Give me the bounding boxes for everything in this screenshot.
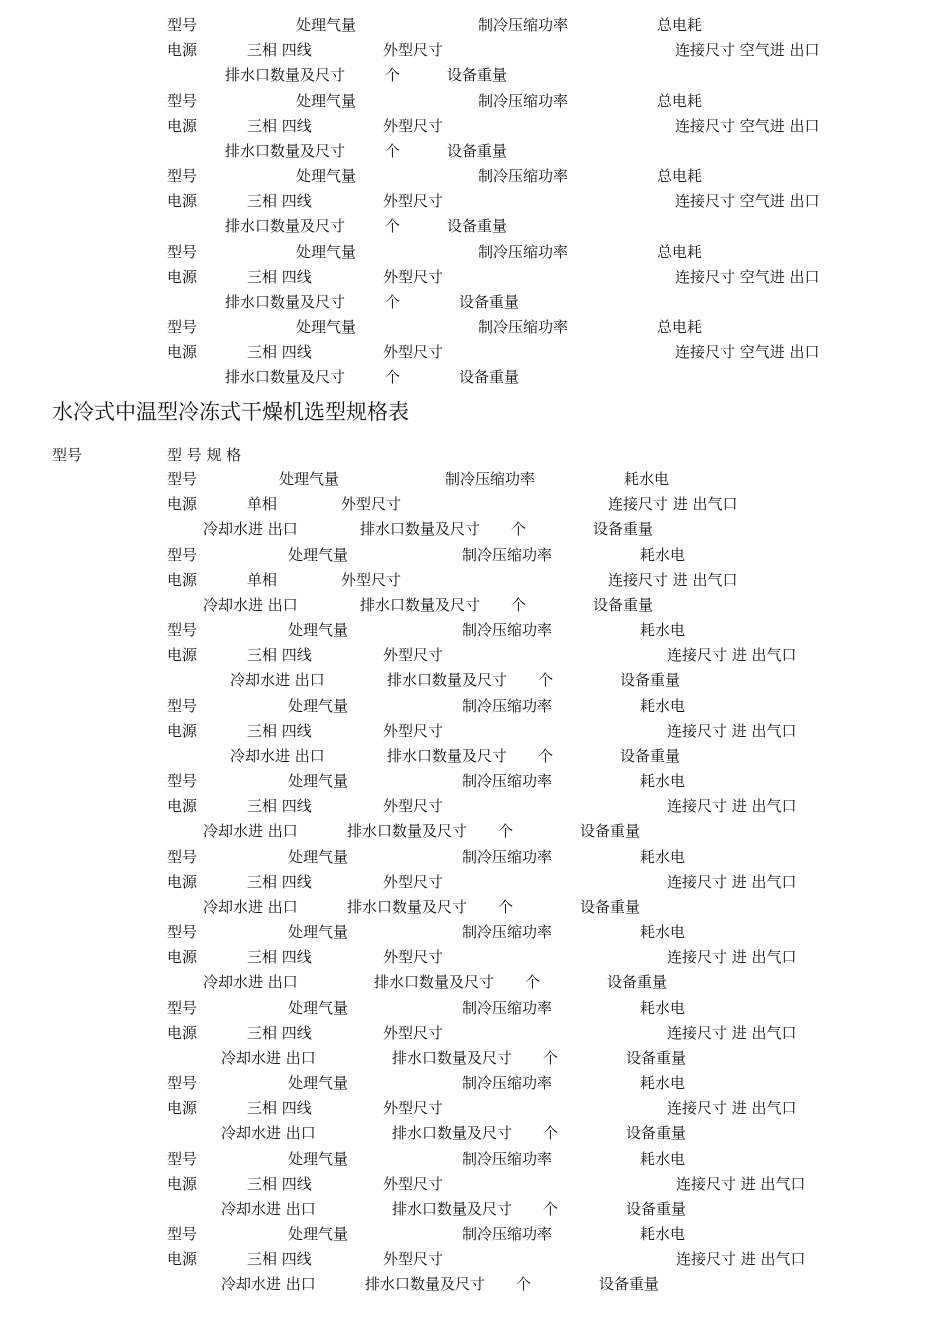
model-label: 型号	[167, 621, 198, 639]
drain-label: 排水口数量及尺寸	[392, 1049, 513, 1067]
power-supply-label: 电源	[167, 1024, 198, 1042]
three-phase-four-wire-label: 三相 四线	[247, 268, 312, 286]
power-supply-label: 电源	[167, 1175, 198, 1193]
power-supply-label: 电源	[167, 948, 198, 966]
cooling-water-label: 冷却水进 出口	[230, 671, 325, 689]
air-volume-label: 处理气量	[288, 999, 349, 1017]
drain-label: 排水口数量及尺寸	[225, 368, 346, 386]
drain-label: 排水口数量及尺寸	[347, 898, 468, 916]
water-power-label: 耗水电	[640, 923, 686, 941]
single-phase-label: 单相	[247, 571, 278, 589]
three-phase-four-wire-label: 三相 四线	[247, 1250, 312, 1268]
model-label: 型号	[167, 470, 198, 488]
weight-label: 设备重量	[593, 596, 654, 614]
air-volume-label: 处理气量	[296, 318, 357, 336]
model-label: 型号	[167, 546, 198, 564]
unit-label: 个	[385, 66, 401, 84]
weight-label: 设备重量	[447, 217, 508, 235]
model-label: 型号	[167, 923, 198, 941]
weight-label: 设备重量	[580, 898, 641, 916]
compressor-power-label: 制冷压缩功率	[462, 772, 553, 790]
three-phase-four-wire-label: 三相 四线	[247, 343, 312, 361]
dimensions-label: 外型尺寸	[383, 192, 444, 210]
connection-size-label: 连接尺寸 进 出气口	[667, 873, 797, 891]
power-supply-label: 电源	[167, 797, 198, 815]
compressor-power-label: 制冷压缩功率	[462, 1150, 553, 1168]
three-phase-four-wire-label: 三相 四线	[247, 1175, 312, 1193]
dimensions-label: 外型尺寸	[383, 1024, 444, 1042]
three-phase-four-wire-label: 三相 四线	[247, 797, 312, 815]
unit-label: 个	[543, 1200, 559, 1218]
model-label: 型号	[167, 167, 198, 185]
compressor-power-label: 制冷压缩功率	[445, 470, 536, 488]
dimensions-label: 外型尺寸	[383, 1099, 444, 1117]
total-power-label: 总电耗	[657, 318, 703, 336]
weight-label: 设备重量	[626, 1200, 687, 1218]
water-power-label: 耗水电	[624, 470, 670, 488]
three-phase-four-wire-label: 三相 四线	[247, 117, 312, 135]
model-label: 型号	[167, 772, 198, 790]
connection-size-label: 连接尺寸 进 出气口	[608, 571, 738, 589]
air-volume-label: 处理气量	[288, 697, 349, 715]
model-label: 型号	[167, 697, 198, 715]
compressor-power-label: 制冷压缩功率	[462, 546, 553, 564]
drain-label: 排水口数量及尺寸	[225, 217, 346, 235]
connection-size-label: 连接尺寸 进 出气口	[667, 646, 797, 664]
three-phase-four-wire-label: 三相 四线	[247, 1024, 312, 1042]
weight-label: 设备重量	[607, 973, 668, 991]
drain-label: 排水口数量及尺寸	[392, 1200, 513, 1218]
cooling-water-label: 冷却水进 出口	[221, 1049, 316, 1067]
connection-size-label: 连接尺寸 进 出气口	[608, 495, 738, 513]
unit-label: 个	[538, 671, 554, 689]
model-label: 型号	[167, 999, 198, 1017]
unit-label: 个	[511, 520, 527, 538]
drain-label: 排水口数量及尺寸	[225, 66, 346, 84]
model-label: 型号	[167, 16, 198, 34]
unit-label: 个	[385, 217, 401, 235]
weight-label: 设备重量	[620, 747, 681, 765]
dimensions-label: 外型尺寸	[341, 571, 402, 589]
total-power-label: 总电耗	[657, 92, 703, 110]
weight-label: 设备重量	[626, 1049, 687, 1067]
air-volume-label: 处理气量	[288, 621, 349, 639]
connection-size-label: 连接尺寸 进 出气口	[667, 948, 797, 966]
compressor-power-label: 制冷压缩功率	[478, 92, 569, 110]
drain-label: 排水口数量及尺寸	[374, 973, 495, 991]
power-supply-label: 电源	[167, 646, 198, 664]
cooling-water-label: 冷却水进 出口	[203, 520, 298, 538]
air-volume-label: 处理气量	[288, 1074, 349, 1092]
three-phase-four-wire-label: 三相 四线	[247, 722, 312, 740]
three-phase-four-wire-label: 三相 四线	[247, 873, 312, 891]
model-label: 型号	[167, 1074, 198, 1092]
connection-size-label: 连接尺寸 空气进 出口	[675, 268, 820, 286]
air-volume-label: 处理气量	[288, 772, 349, 790]
compressor-power-label: 制冷压缩功率	[478, 167, 569, 185]
weight-label: 设备重量	[599, 1275, 660, 1293]
cooling-water-label: 冷却水进 出口	[221, 1200, 316, 1218]
three-phase-four-wire-label: 三相 四线	[247, 646, 312, 664]
water-power-label: 耗水电	[640, 1225, 686, 1243]
section-title: 水冷式中温型冷冻式干燥机选型规格表	[52, 400, 409, 424]
connection-size-label: 连接尺寸 进 出气口	[676, 1250, 806, 1268]
air-volume-label: 处理气量	[279, 470, 340, 488]
model-label: 型号	[167, 848, 198, 866]
three-phase-four-wire-label: 三相 四线	[247, 948, 312, 966]
power-supply-label: 电源	[167, 495, 198, 513]
water-power-label: 耗水电	[640, 697, 686, 715]
connection-size-label: 连接尺寸 空气进 出口	[675, 192, 820, 210]
dimensions-label: 外型尺寸	[383, 268, 444, 286]
water-power-label: 耗水电	[640, 546, 686, 564]
cooling-water-label: 冷却水进 出口	[203, 822, 298, 840]
dimensions-label: 外型尺寸	[383, 797, 444, 815]
total-power-label: 总电耗	[657, 167, 703, 185]
compressor-power-label: 制冷压缩功率	[462, 697, 553, 715]
dimensions-label: 外型尺寸	[383, 1175, 444, 1193]
unit-label: 个	[498, 822, 514, 840]
total-power-label: 总电耗	[657, 243, 703, 261]
model-label: 型号	[167, 318, 198, 336]
air-volume-label: 处理气量	[288, 1225, 349, 1243]
compressor-power-label: 制冷压缩功率	[462, 1225, 553, 1243]
dimensions-label: 外型尺寸	[383, 117, 444, 135]
compressor-power-label: 制冷压缩功率	[462, 1074, 553, 1092]
unit-label: 个	[516, 1275, 532, 1293]
connection-size-label: 连接尺寸 进 出气口	[667, 797, 797, 815]
cooling-water-label: 冷却水进 出口	[203, 596, 298, 614]
air-volume-label: 处理气量	[288, 546, 349, 564]
power-supply-label: 电源	[167, 1250, 198, 1268]
compressor-power-label: 制冷压缩功率	[478, 16, 569, 34]
weight-label: 设备重量	[626, 1124, 687, 1142]
dimensions-label: 外型尺寸	[383, 646, 444, 664]
three-phase-four-wire-label: 三相 四线	[247, 192, 312, 210]
weight-label: 设备重量	[593, 520, 654, 538]
connection-size-label: 连接尺寸 进 出气口	[667, 1099, 797, 1117]
weight-label: 设备重量	[447, 66, 508, 84]
compressor-power-label: 制冷压缩功率	[478, 318, 569, 336]
unit-label: 个	[538, 747, 554, 765]
drain-label: 排水口数量及尺寸	[387, 747, 508, 765]
unit-label: 个	[385, 293, 401, 311]
compressor-power-label: 制冷压缩功率	[462, 923, 553, 941]
weight-label: 设备重量	[447, 142, 508, 160]
model-label: 型号	[167, 1225, 198, 1243]
cooling-water-label: 冷却水进 出口	[230, 747, 325, 765]
air-volume-label: 处理气量	[288, 848, 349, 866]
cooling-water-label: 冷却水进 出口	[221, 1124, 316, 1142]
water-power-label: 耗水电	[640, 848, 686, 866]
cooling-water-label: 冷却水进 出口	[203, 898, 298, 916]
table-header-model: 型号	[52, 446, 83, 464]
total-power-label: 总电耗	[657, 16, 703, 34]
unit-label: 个	[385, 368, 401, 386]
power-supply-label: 电源	[167, 571, 198, 589]
air-volume-label: 处理气量	[296, 16, 357, 34]
dimensions-label: 外型尺寸	[341, 495, 402, 513]
unit-label: 个	[543, 1124, 559, 1142]
power-supply-label: 电源	[167, 41, 198, 59]
unit-label: 个	[511, 596, 527, 614]
drain-label: 排水口数量及尺寸	[392, 1124, 513, 1142]
connection-size-label: 连接尺寸 空气进 出口	[675, 343, 820, 361]
power-supply-label: 电源	[167, 192, 198, 210]
model-label: 型号	[167, 1150, 198, 1168]
cooling-water-label: 冷却水进 出口	[221, 1275, 316, 1293]
power-supply-label: 电源	[167, 1099, 198, 1117]
compressor-power-label: 制冷压缩功率	[478, 243, 569, 261]
three-phase-four-wire-label: 三相 四线	[247, 41, 312, 59]
air-volume-label: 处理气量	[288, 923, 349, 941]
connection-size-label: 连接尺寸 空气进 出口	[675, 117, 820, 135]
drain-label: 排水口数量及尺寸	[365, 1275, 486, 1293]
water-power-label: 耗水电	[640, 999, 686, 1017]
unit-label: 个	[385, 142, 401, 160]
connection-size-label: 连接尺寸 进 出气口	[676, 1175, 806, 1193]
power-supply-label: 电源	[167, 722, 198, 740]
connection-size-label: 连接尺寸 进 出气口	[667, 722, 797, 740]
drain-label: 排水口数量及尺寸	[225, 293, 346, 311]
drain-label: 排水口数量及尺寸	[225, 142, 346, 160]
air-volume-label: 处理气量	[296, 167, 357, 185]
water-power-label: 耗水电	[640, 1150, 686, 1168]
water-power-label: 耗水电	[640, 621, 686, 639]
compressor-power-label: 制冷压缩功率	[462, 999, 553, 1017]
weight-label: 设备重量	[620, 671, 681, 689]
air-volume-label: 处理气量	[288, 1150, 349, 1168]
dimensions-label: 外型尺寸	[383, 343, 444, 361]
single-phase-label: 单相	[247, 495, 278, 513]
model-label: 型号	[167, 92, 198, 110]
air-volume-label: 处理气量	[296, 92, 357, 110]
weight-label: 设备重量	[459, 368, 520, 386]
table-header-model-spec: 型 号 规 格	[167, 446, 242, 464]
compressor-power-label: 制冷压缩功率	[462, 848, 553, 866]
compressor-power-label: 制冷压缩功率	[462, 621, 553, 639]
dimensions-label: 外型尺寸	[383, 1250, 444, 1268]
dimensions-label: 外型尺寸	[383, 41, 444, 59]
three-phase-four-wire-label: 三相 四线	[247, 1099, 312, 1117]
cooling-water-label: 冷却水进 出口	[203, 973, 298, 991]
dimensions-label: 外型尺寸	[383, 948, 444, 966]
model-label: 型号	[167, 243, 198, 261]
unit-label: 个	[498, 898, 514, 916]
weight-label: 设备重量	[459, 293, 520, 311]
dimensions-label: 外型尺寸	[383, 873, 444, 891]
dimensions-label: 外型尺寸	[383, 722, 444, 740]
power-supply-label: 电源	[167, 117, 198, 135]
air-volume-label: 处理气量	[296, 243, 357, 261]
water-power-label: 耗水电	[640, 772, 686, 790]
unit-label: 个	[525, 973, 541, 991]
power-supply-label: 电源	[167, 873, 198, 891]
drain-label: 排水口数量及尺寸	[347, 822, 468, 840]
weight-label: 设备重量	[580, 822, 641, 840]
unit-label: 个	[543, 1049, 559, 1067]
drain-label: 排水口数量及尺寸	[360, 520, 481, 538]
power-supply-label: 电源	[167, 268, 198, 286]
connection-size-label: 连接尺寸 进 出气口	[667, 1024, 797, 1042]
power-supply-label: 电源	[167, 343, 198, 361]
water-power-label: 耗水电	[640, 1074, 686, 1092]
drain-label: 排水口数量及尺寸	[387, 671, 508, 689]
drain-label: 排水口数量及尺寸	[360, 596, 481, 614]
connection-size-label: 连接尺寸 空气进 出口	[675, 41, 820, 59]
